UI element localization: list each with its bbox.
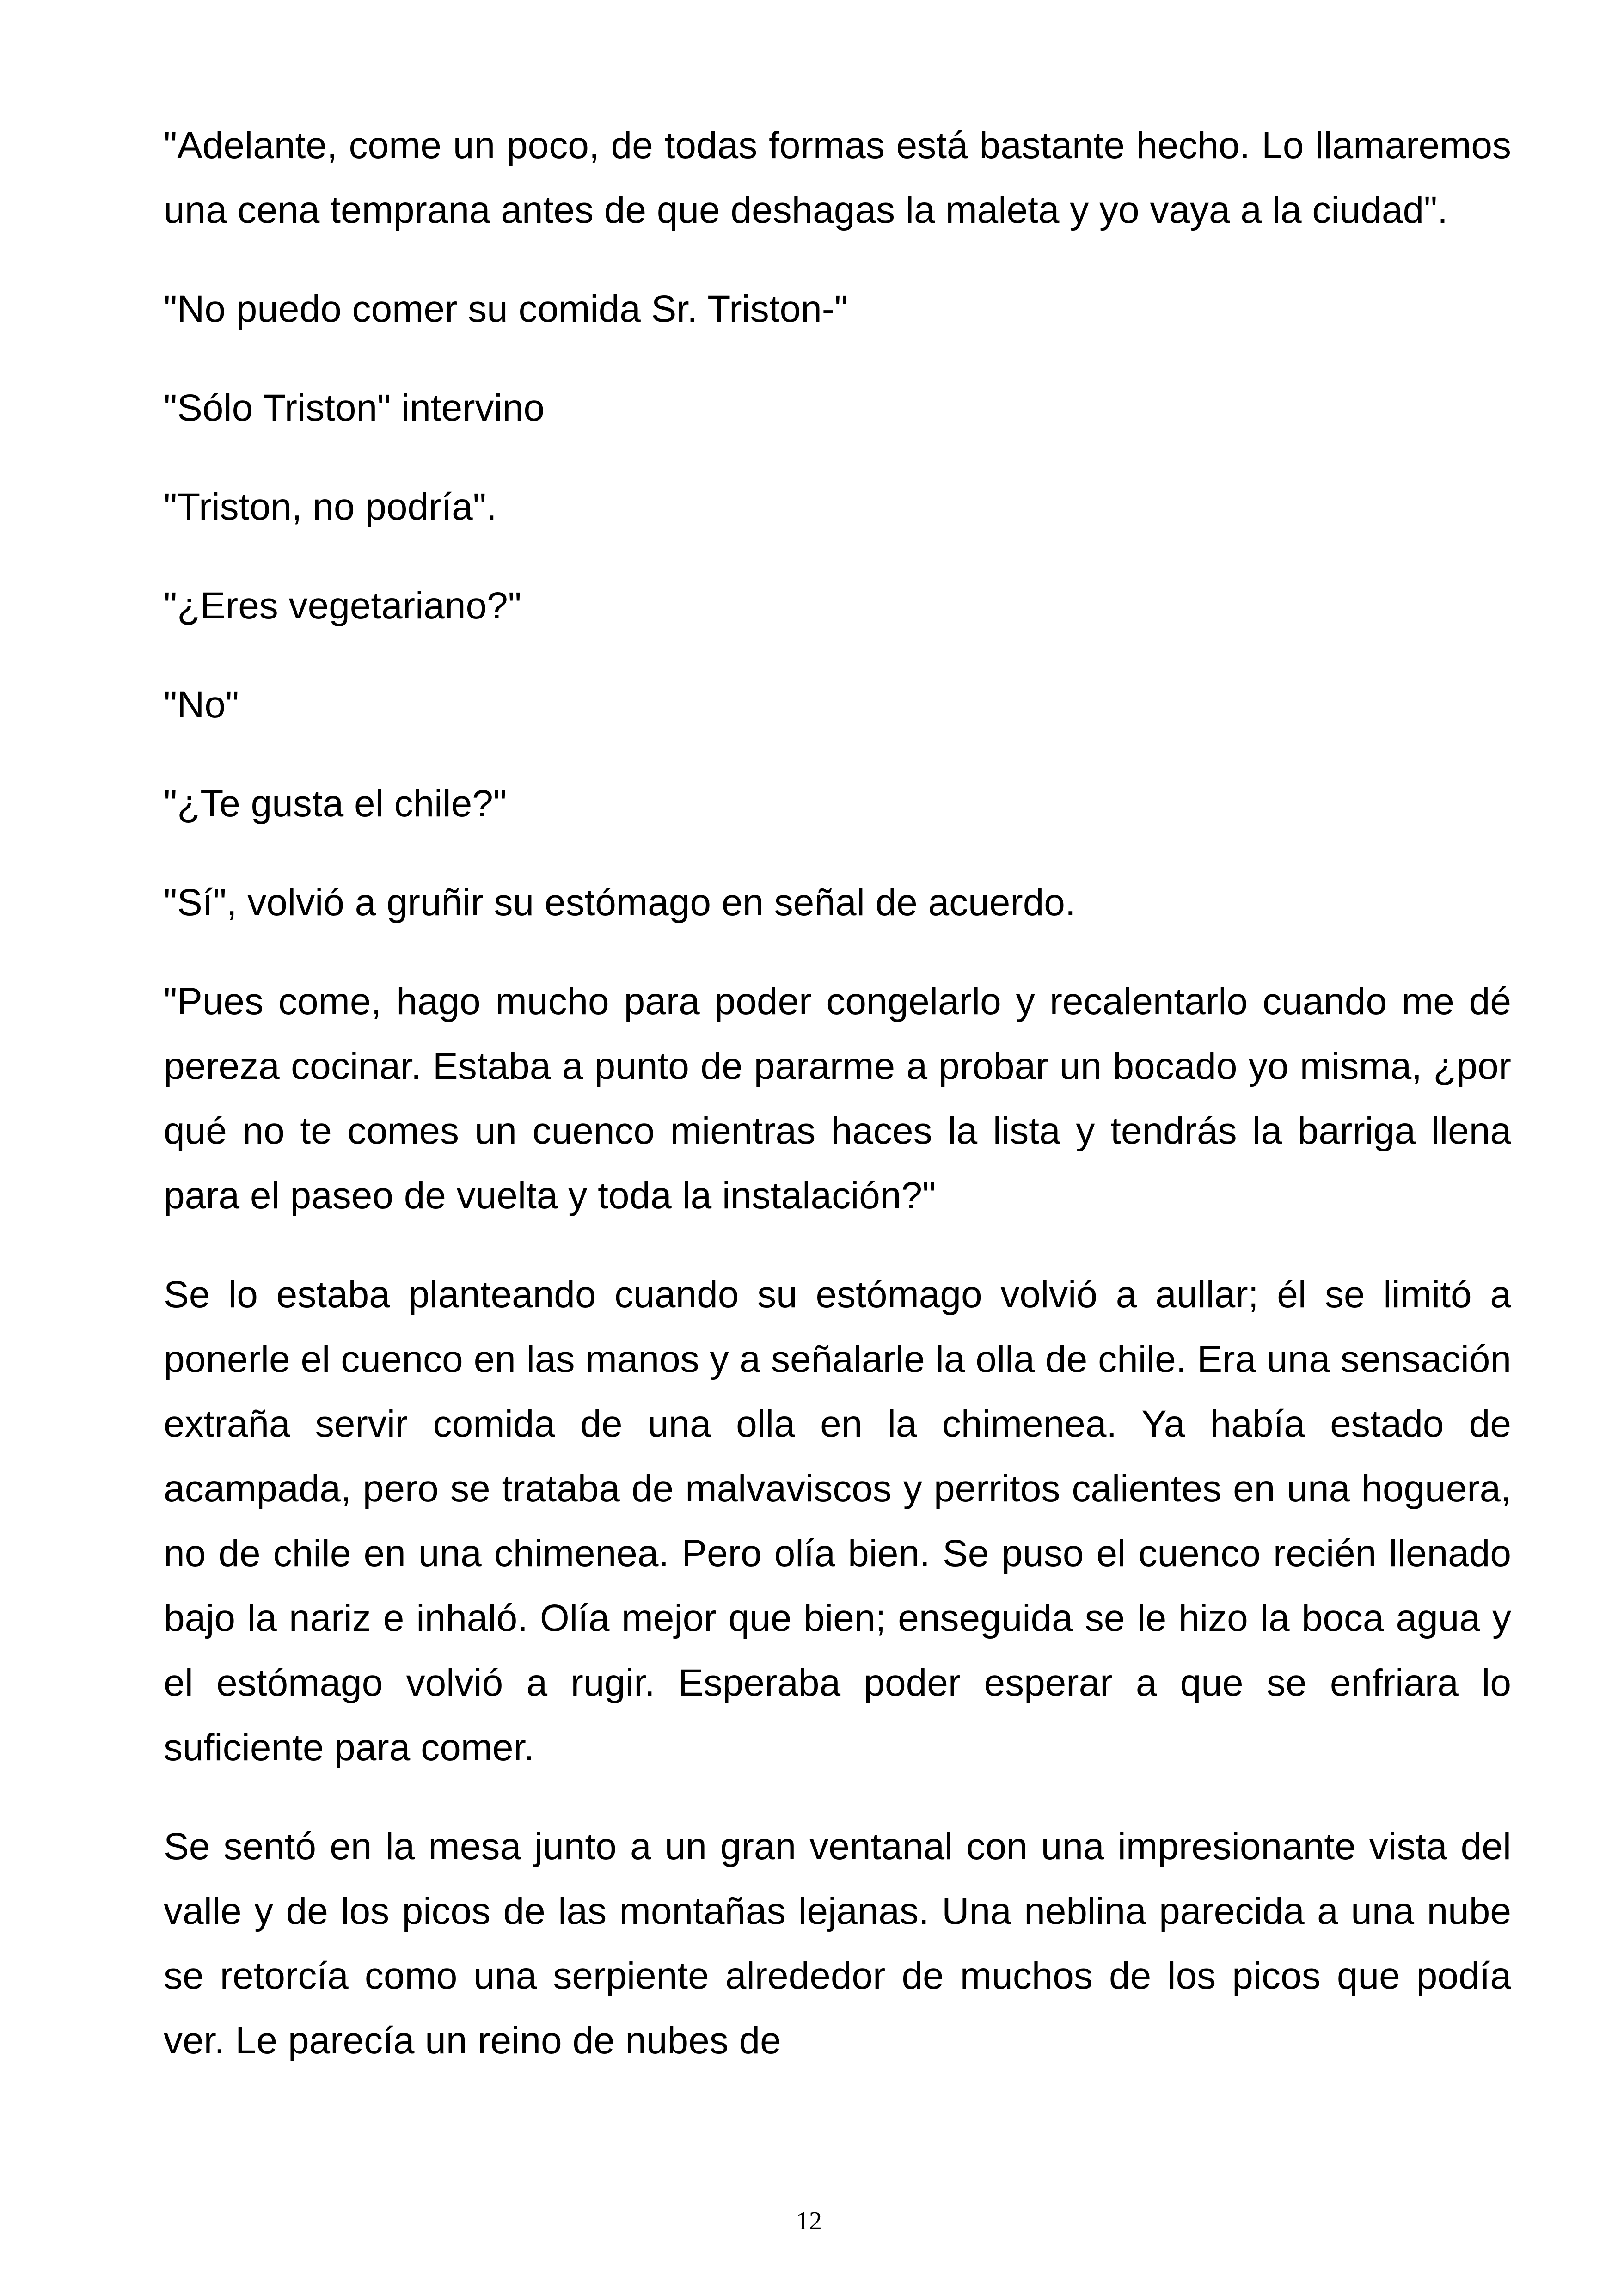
paragraph-6: "No" xyxy=(164,684,239,726)
page-body xyxy=(164,113,1511,2193)
page-number: 12 xyxy=(796,2207,822,2235)
paragraph-5: "¿Eres vegetariano?" xyxy=(164,585,521,627)
paragraph-1: "Adelante, come un poco, de todas formas está bastante hecho. Lo llamaremos una cena temprana antes de que deshagas la maleta y yo vaya a la ciudad". xyxy=(164,124,1511,231)
paragraph-10: Se lo estaba planteando cuando su estómago volvió a aullar; él se limitó a ponerle el cuenco en las manos y a señalarle la olla de chile. Era una sensación extraña servir comida de una olla en la chimenea. Ya había estado de acampada, pero se trataba de malvaviscos y perritos calientes en una hoguera, no de chile en una chimenea. Pero olía bien. Se puso el cuenco recién llenado bajo la nariz e inhaló. Olía mejor que bien; enseguida se le hizo la boca agua y el estómago volvió a rugir. Esperaba poder esperar a que se enfriara lo suficiente para comer. xyxy=(164,1274,1511,1769)
paragraph-9: "Pues come, hago mucho para poder congelarlo y recalentarlo cuando me dé pereza cocinar. Estaba a punto de pararme a probar un bocado yo misma, ¿por qué no te comes un cuenco mientras haces la lista y tendrás la barriga llena para el paseo de vuelta y toda la instalación?" xyxy=(164,980,1511,1217)
paragraph-11: Se sentó en la mesa junto a un gran ventanal con una impresionante vista del valle y de los picos de las montañas lejanas. Una neblina parecida a una nube se retorcía como una serpiente alrededor de muchos de los picos que podía ver. Le parecía un reino de nubes de xyxy=(164,1825,1511,2062)
paragraph-2: "No puedo comer su comida Sr. Triston-" xyxy=(164,288,848,330)
paragraph-3: "Sólo Triston" intervino xyxy=(164,387,545,429)
paragraph-4: "Triston, no podría". xyxy=(164,486,497,528)
paragraph-8: "Sí", volvió a gruñir su estómago en señal de acuerdo. xyxy=(164,882,1076,924)
paragraph-7: "¿Te gusta el chile?" xyxy=(164,783,507,825)
